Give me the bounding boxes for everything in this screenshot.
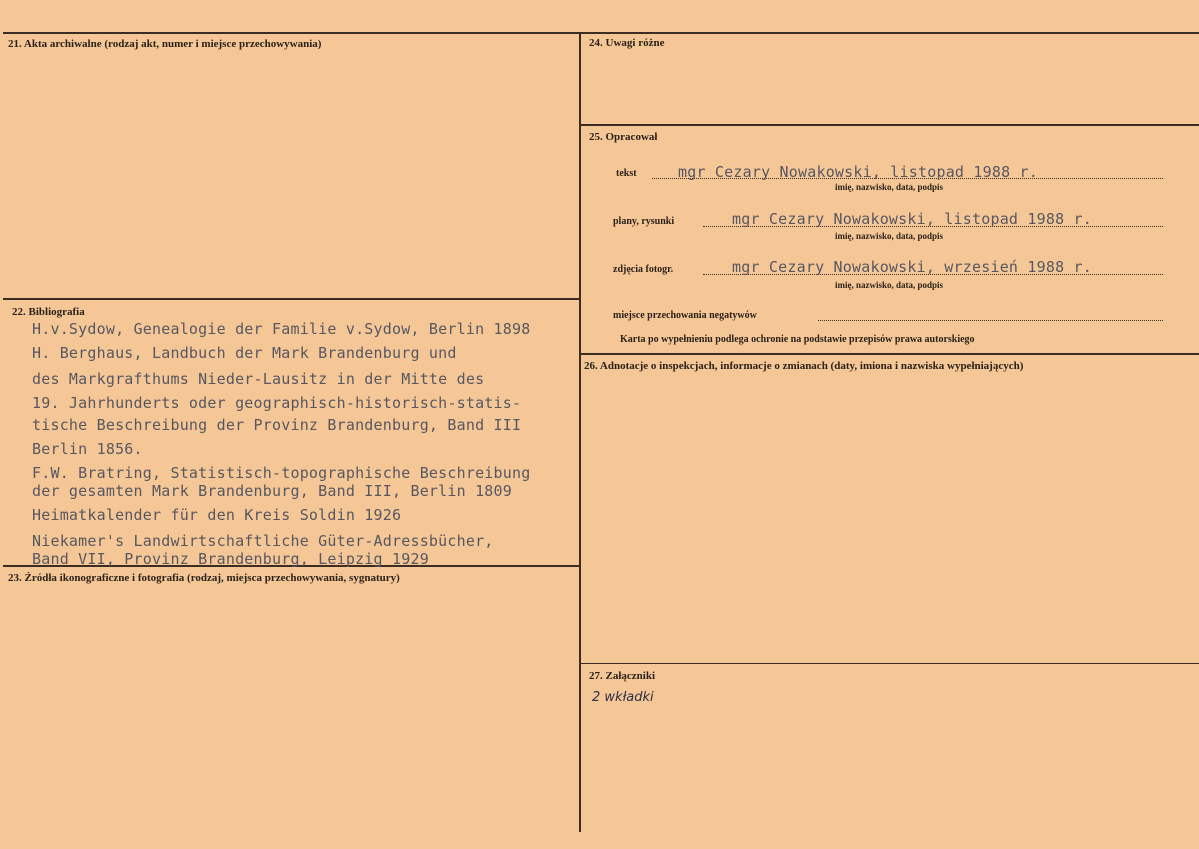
attachments-handwritten: 2 wkładki [592, 690, 654, 705]
bibliography-line: tische Beschreibung der Provinz Brandenburg, Band III [32, 416, 522, 434]
section-25-label: 25. Opracował [589, 131, 658, 143]
tekst-label: tekst [616, 168, 637, 179]
bibliography-line: H. Berghaus, Landbuch der Mark Brandenburg und [32, 344, 457, 362]
negatywy-dotted-line [818, 320, 1163, 321]
bibliography-line: Berlin 1856. [32, 440, 143, 458]
copyright-notice: Karta po wypełnieniu podlega ochronie na podstawie przepisów prawa autorskiego [620, 334, 975, 345]
tekst-caption: imię, nazwisko, data, podpis [835, 182, 944, 192]
section-27-label: 27. Załączniki [589, 670, 656, 682]
center-divider [579, 32, 581, 832]
section-26-label: 26. Adnotacje o inspekcjach, informacje o zmianach (daty, imiona i nazwiska wypełniających) [584, 360, 1024, 372]
top-border [3, 32, 1199, 34]
divider-24-25 [581, 124, 1199, 126]
bibliography-line: Heimatkalender für den Kreis Soldin 1926 [32, 506, 402, 524]
divider-26-27 [581, 663, 1199, 664]
section-22-label: 22. Bibliografia [12, 306, 85, 318]
negatywy-label: miejsce przechowania negatywów [613, 310, 757, 321]
bibliography-line: H.v.Sydow, Genealogie der Familie v.Sydow, Berlin 1898 [32, 320, 531, 338]
section-23-label: 23. Źródła ikonograficzne i fotografia (rodzaj, miejsca przechowywania, sygnatury) [8, 572, 400, 584]
tekst-value: mgr Cezary Nowakowski, listopad 1988 r. [678, 163, 1038, 181]
bibliography-line: des Markgrafthums Nieder-Lausitz in der Mitte des [32, 370, 485, 388]
plany-label: plany, rysunki [613, 216, 675, 227]
plany-caption: imię, nazwisko, data, podpis [835, 231, 944, 241]
zdjecia-value: mgr Cezary Nowakowski, wrzesień 1988 r. [732, 258, 1092, 276]
bibliography-line: Band VII, Provinz Brandenburg, Leipzig 1929 [32, 550, 429, 568]
plany-value: mgr Cezary Nowakowski, listopad 1988 r. [732, 210, 1092, 228]
zdjecia-caption: imię, nazwisko, data, podpis [835, 280, 944, 290]
zdjecia-label: zdjęcia fotogr. [613, 264, 674, 275]
section-24-label: 24. Uwagi różne [589, 37, 665, 49]
divider-25-26 [581, 353, 1199, 355]
bibliography-line: 19. Jahrhunderts oder geographisch-historisch-statis- [32, 394, 522, 412]
bibliography-line: F.W. Bratring, Statistisch-topographische Beschreibung [32, 464, 531, 482]
bibliography-line: Niekamer's Landwirtschaftliche Güter-Adressbücher, [32, 532, 494, 550]
section-21-label: 21. Akta archiwalne (rodzaj akt, numer i miejsce przechowywania) [8, 38, 322, 50]
bibliography-line: der gesamten Mark Brandenburg, Band III, Berlin 1809 [32, 482, 512, 500]
divider-21-22 [3, 298, 581, 300]
